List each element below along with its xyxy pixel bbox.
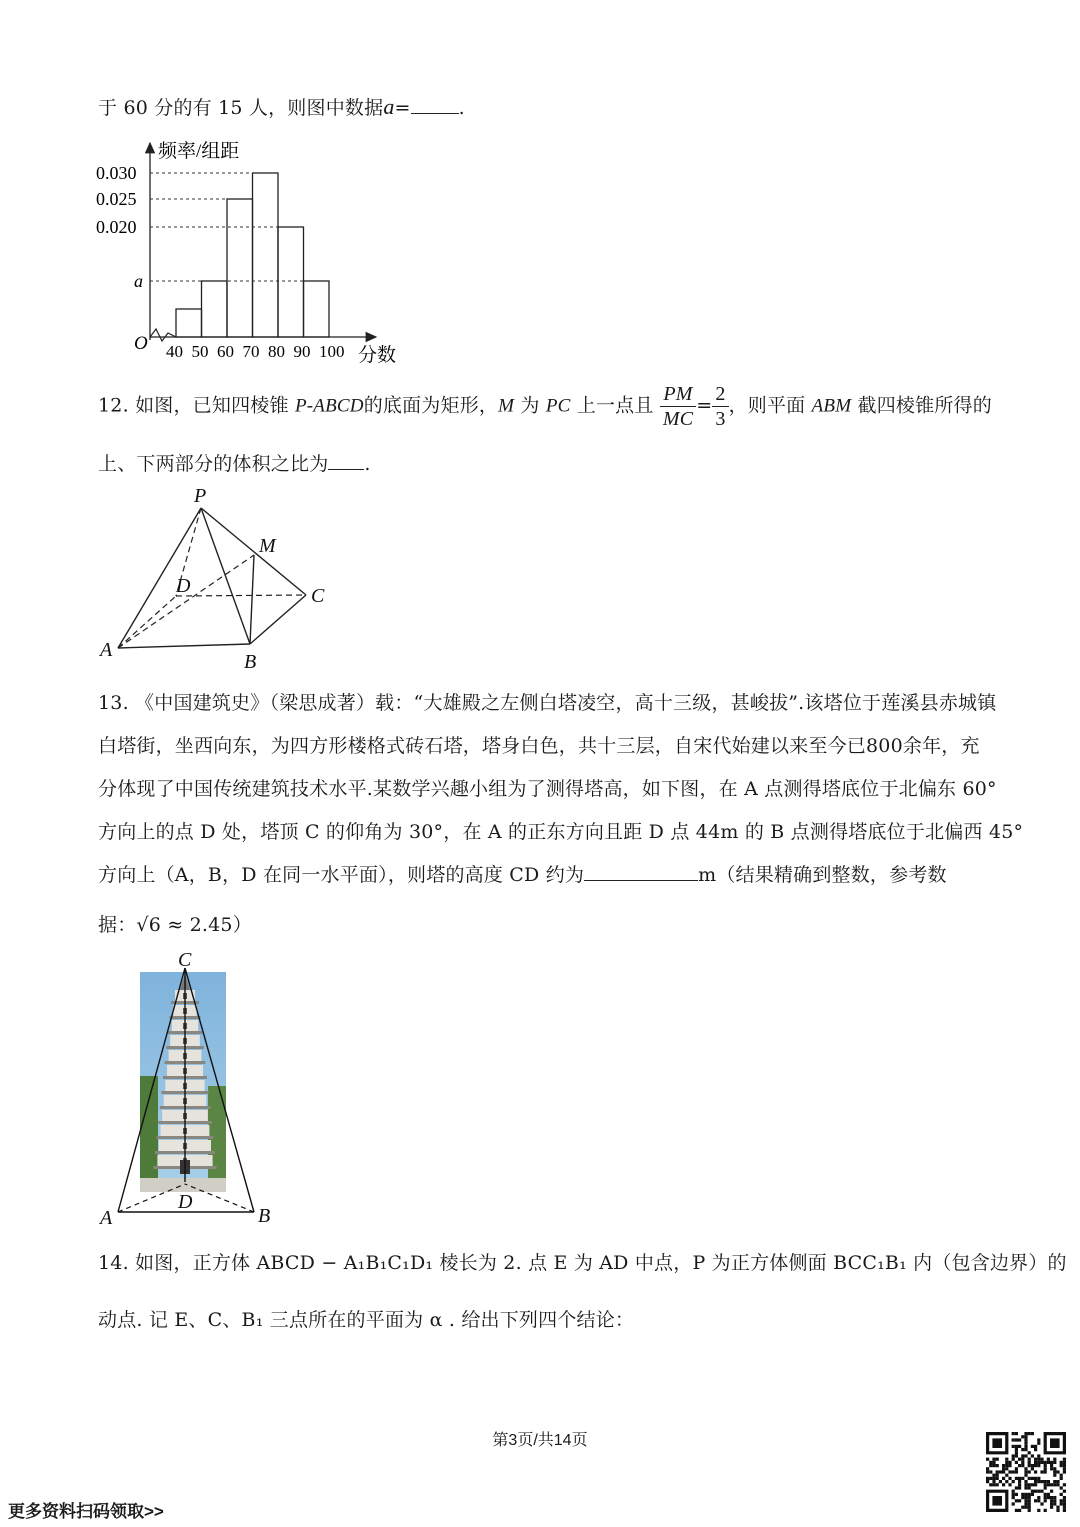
- y-tick-label-0.030: 0.030: [96, 163, 137, 183]
- edge-ab: [118, 644, 250, 648]
- edge-am-hidden: [118, 555, 254, 648]
- y-tick-label-0.025: 0.025: [96, 189, 137, 209]
- histogram-bar-90-100: [304, 281, 330, 337]
- histogram-bar-70-80: [253, 173, 279, 337]
- axis-break: [150, 329, 176, 341]
- q12-period: .: [364, 453, 371, 475]
- q12-line-2: [98, 449, 371, 476]
- q11-answer-blank: [411, 95, 459, 114]
- q13-line-3: 分体现了中国传统建筑技术水平.某数学兴趣小组为了测得塔高，如下图，在 A 点测得塔底位于北偏东 60°: [98, 778, 997, 800]
- q12-text-line2: 上、下两部分的体积之比为: [98, 453, 329, 475]
- q13-line-4: 方向上的点 D 处，塔顶 C 的仰角为 30°，在 A 的正东方向且距 D 点 44m 的 B 点测得塔底位于北偏西 45°: [98, 821, 1024, 843]
- y-axis-title: 频率/组距: [158, 141, 240, 162]
- q12-text-2: 的底面为矩形，: [363, 394, 499, 417]
- histogram-bar-80-90: [278, 227, 304, 337]
- q12-ratio-fraction: [660, 382, 696, 431]
- q13-line-6: 据：√6 ≈ 2.45）: [98, 914, 252, 936]
- histogram-bar-50-60: [202, 281, 228, 337]
- q13-text-5b: m（结果精确到整数，参考数: [698, 864, 947, 886]
- label-a: A: [100, 639, 113, 661]
- q11-period: .: [458, 97, 465, 119]
- q12-fraction-den: MC: [662, 408, 694, 430]
- q14-line-2: 动点. 记 E、C、B₁ 三点所在的平面为 α . 给出下列四个结论：: [98, 1309, 635, 1331]
- tower-label-a: A: [100, 1207, 113, 1229]
- x-tick-label-40: 40: [166, 342, 183, 361]
- label-b: B: [244, 651, 257, 672]
- q12-value-den: 3: [715, 408, 726, 430]
- x-tick-label-60: 60: [217, 342, 234, 361]
- q12-plane-abm: ABM: [811, 395, 852, 417]
- q13-text-5a: 方向上（A，B，D 在同一水平面），则塔的高度 CD 约为: [98, 864, 585, 886]
- origin-label: O: [134, 333, 148, 354]
- x-tick-label-80: 80: [268, 342, 285, 361]
- label-c: C: [311, 585, 325, 607]
- histogram-chart: [90, 135, 410, 370]
- edge-mb: [250, 555, 254, 644]
- tower-figure: [96, 946, 286, 1230]
- q11-text: 于 60 分的有 15 人，则图中数据: [98, 97, 384, 119]
- q12-text-3: 为: [520, 394, 540, 417]
- q12-text-5: ，则平面: [728, 394, 806, 417]
- q12-segment-pc: PC: [545, 395, 571, 417]
- q13-answer-blank: [584, 862, 698, 881]
- tower-label-b: B: [258, 1205, 271, 1227]
- qr-code-icon[interactable]: [986, 1432, 1066, 1512]
- q11-variable: a: [383, 94, 395, 119]
- q12-pyramid-name: P-ABCD: [294, 395, 364, 417]
- q12-line-1: [98, 382, 992, 431]
- x-tick-label-90: 90: [293, 342, 311, 361]
- x-tick-label-70: 70: [242, 342, 260, 361]
- more-resources-link[interactable]: 更多资料扫码领取>>: [8, 1502, 164, 1521]
- q12-text-6: 截四棱锥所得的: [857, 394, 992, 417]
- edge-ad-hidden: [118, 596, 176, 648]
- tower-label-d: D: [178, 1191, 193, 1213]
- q11-equals: =: [394, 97, 411, 119]
- page-number: 第3页/共14页: [492, 1432, 588, 1449]
- q12-text-1: 如图，已知四棱锥: [135, 394, 289, 417]
- q11-tail-line: [98, 93, 465, 120]
- q12-answer-blank: [328, 451, 364, 470]
- q12-text-4: 上一点且: [576, 394, 654, 417]
- x-tick-label-50: 50: [191, 342, 209, 361]
- tower-label-c: C: [178, 949, 192, 971]
- q13-line-1: 13. 《中国建筑史》（梁思成著）载：“大雄殿之左侧白塔凌空，高十三级，甚峻拔”.该塔位于莲溪县赤城镇: [98, 692, 997, 714]
- histogram-bar-60-70: [227, 199, 253, 337]
- q12-value-num: 2: [712, 382, 728, 407]
- q12-point-m: M: [498, 395, 515, 417]
- x-tick-label-100: 100: [319, 342, 345, 361]
- label-p: P: [194, 485, 207, 507]
- label-m: M: [259, 535, 276, 557]
- q13-line-5: [98, 860, 947, 887]
- y-tick-label-a: a: [134, 271, 143, 291]
- q12-equals: =: [696, 394, 713, 417]
- tower-photo: [140, 972, 226, 1192]
- q14-line-1: 14. 如图，正方体 ABCD − A₁B₁C₁D₁ 棱长为 2. 点 E 为 AD 中点，P 为正方体侧面 BCC₁B₁ 内（包含边界）的: [98, 1252, 1067, 1274]
- q13-line-2: 白塔街，坐西向东，为四方形楼格式砖石塔，塔身白色，共十三层，自宋代始建以来至今已800余年，充: [98, 735, 980, 757]
- y-tick-label-0.020: 0.020: [96, 217, 137, 237]
- pyramid-figure: [96, 482, 346, 672]
- edge-bc: [250, 595, 306, 644]
- q12-value-fraction: [712, 382, 728, 431]
- x-axis-title: 分数: [358, 345, 397, 366]
- q12-fraction-num: PM: [660, 382, 696, 407]
- histogram-bar-40-50: [176, 309, 202, 337]
- q12-number: 12.: [98, 394, 129, 417]
- label-d: D: [176, 575, 191, 597]
